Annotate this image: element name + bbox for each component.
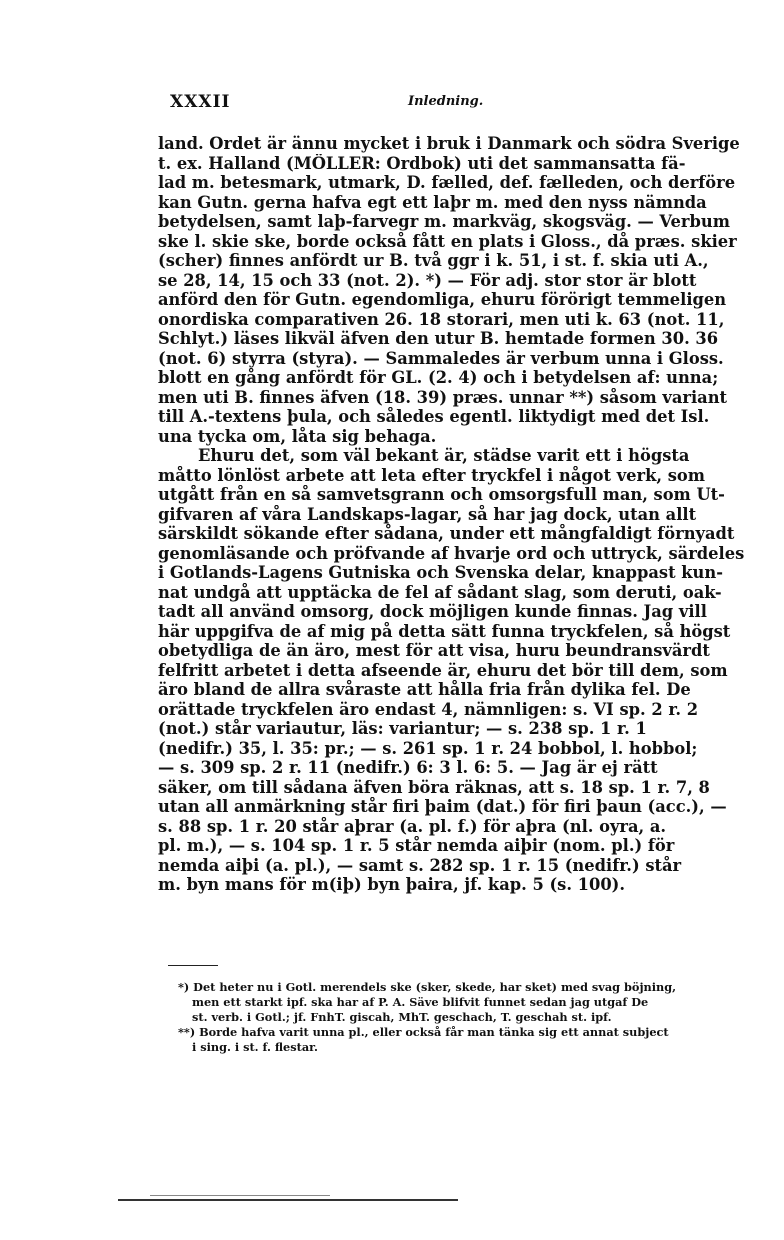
body-line: (not.) står variautur, läs: variantur; — s. 238 sp. 1 r. 1 <box>158 719 647 738</box>
body-line: orättade tryckfelen äro endast 4, nämnligen: s. VI sp. 2 r. 2 <box>158 699 699 719</box>
footnote-1 <box>178 980 760 1025</box>
footnote-line: i sing. i st. f. flestar. <box>192 1040 318 1054</box>
body-line: nemda aiþi (a. pl.), — samt s. 282 sp. 1 r. 15 (nedifr.) står <box>158 855 682 875</box>
body-line: felfritt arbetet i detta afseende är, ehuru det bör till dem, som <box>158 660 728 680</box>
body-line: här uppgifva de af mig på detta sätt funna tryckfelen, så högst <box>158 621 731 641</box>
body-line: land. Ordet är ännu mycket i bruk i Danmark och södra Sverige <box>158 134 740 153</box>
body-line: nat undgå att upptäcka de fel af sådant slag, som deruti, oak- <box>158 582 722 602</box>
body-line: (not. 6) styrra (styra). — Sammaledes är verbum unna i Gloss. <box>158 348 724 368</box>
footnotes <box>178 980 760 1055</box>
body-line: anförd den för Gutn. egendomliga, ehuru förörigt temmeligen <box>158 290 727 309</box>
body-line: särskildt sökande efter sådana, under ett mångfaldigt förnyadt <box>158 524 735 543</box>
body-line: obetydliga de än äro, mest för att visa, huru beundransvärdt <box>158 641 710 660</box>
footnote-line: **) Borde hafva varit unna pl., eller också får man tänka sig ett annat subject <box>178 1025 669 1039</box>
body-line: till A.-textens þula, och således egentl. liktydigt med det Isl. <box>158 407 710 426</box>
paragraph-start-line: Ehuru det, som väl bekant är, städse varit ett i högsta <box>198 446 690 465</box>
footnote-line: st. verb. i Gotl.; jf. FnhT. giscah, MhT. geschach, T. geschah st. ipf. <box>192 1010 612 1024</box>
body-line: (scher) finnes anfördt ur B. två ggr i k. 51, i st. f. skia uti A., <box>158 251 709 270</box>
body-line: gifvaren af våra Landskaps-lagar, så har jag dock, utan allt <box>158 504 697 524</box>
body-line: — s. 309 sp. 2 r. 11 (nedifr.) 6: 3 l. 6: 5. — Jag är ej rätt <box>158 758 658 777</box>
body-line: s. 88 sp. 1 r. 20 står aþrar (a. pl. f.) för aþra (nl. oyra, a. <box>158 816 667 836</box>
footnote-2 <box>178 1025 760 1055</box>
footnote-line: *) Det heter nu i Gotl. merendels ske (sker, skede, har sket) med svag böjning, <box>178 980 677 994</box>
body-line: tadt all använd omsorg, dock möjligen kunde finnas. Jag vill <box>158 602 707 621</box>
body-line: onordiska comparativen 26. 18 storari, men uti k. 63 (not. 11, <box>158 309 725 329</box>
bottom-scan-line <box>118 1199 458 1201</box>
body-line: måtto lönlöst arbete att leta efter tryckfel i något verk, som <box>158 465 705 485</box>
body-line: pl. m.), — s. 104 sp. 1 r. 5 står nemda aiþir (nom. pl.) för <box>158 836 675 855</box>
footnote-divider <box>168 965 218 966</box>
body-line: m. byn mans för m(iþ) byn þaira, jf. kap. 5 (s. 100). <box>158 875 626 894</box>
body-line: ske l. skie ske, borde också fått en plats i Gloss., då præs. skier <box>158 231 737 251</box>
body-line: blott en gång anfördt för GL. (2. 4) och i betydelsen af: unna; <box>158 368 719 387</box>
body-line: (nedifr.) 35, l. 35: pr.; — s. 261 sp. 1 r. 24 bobbol, l. hobbol; <box>158 738 698 758</box>
body-line: utgått från en så samvetsgrann och omsorgsfull man, som Ut- <box>158 485 725 504</box>
footnote-line: men ett starkt ipf. ska har af P. A. Säve blifvit funnet sedan jag utgaf De <box>192 995 649 1009</box>
running-title: Inledning. <box>408 94 484 109</box>
bottom-scan-line-faint <box>150 1195 330 1196</box>
body-line: Schlyt.) läses likväl äfven den utur B. hemtade formen 30. 36 <box>158 329 719 348</box>
body-line: se 28, 14, 15 och 33 (not. 2). *) — För adj. stor stor är blott <box>158 270 697 290</box>
body-line: utan all anmärkning står firi þaim (dat.) för firi þaun (acc.), — <box>158 797 727 816</box>
body-line: men uti B. finnes äfven (18. 39) præs. unnar **) såsom variant <box>158 387 728 407</box>
body-text <box>158 134 760 895</box>
body-line: kan Gutn. gerna hafva egt ett laþr m. med den nyss nämnda <box>158 192 707 212</box>
body-line: lad m. betesmark, utmark, D. fælled, def. fælleden, och derföre <box>158 173 736 192</box>
body-line: betydelsen, samt laþ-farvegr m. markväg, skogsväg. — Verbum <box>158 212 730 231</box>
body-line: una tycka om, låta sig behaga. <box>158 426 437 446</box>
body-line: säker, om till sådana äfven böra räknas, att s. 18 sp. 1 r. 7, 8 <box>158 777 710 797</box>
body-line: t. ex. Halland (MÖLLER: Ordbok) uti det sammansatta fä- <box>158 153 686 173</box>
body-line: genomläsande och pröfvande af hvarje ord och uttryck, särdeles <box>158 543 745 563</box>
body-line: äro bland de allra svåraste att hålla fria från dylika fel. De <box>158 680 691 699</box>
page-number: XXXII <box>170 92 231 112</box>
running-head <box>170 92 630 114</box>
body-line: i Gotlands-Lagens Gutniska och Svenska delar, knappast kun- <box>158 563 723 582</box>
